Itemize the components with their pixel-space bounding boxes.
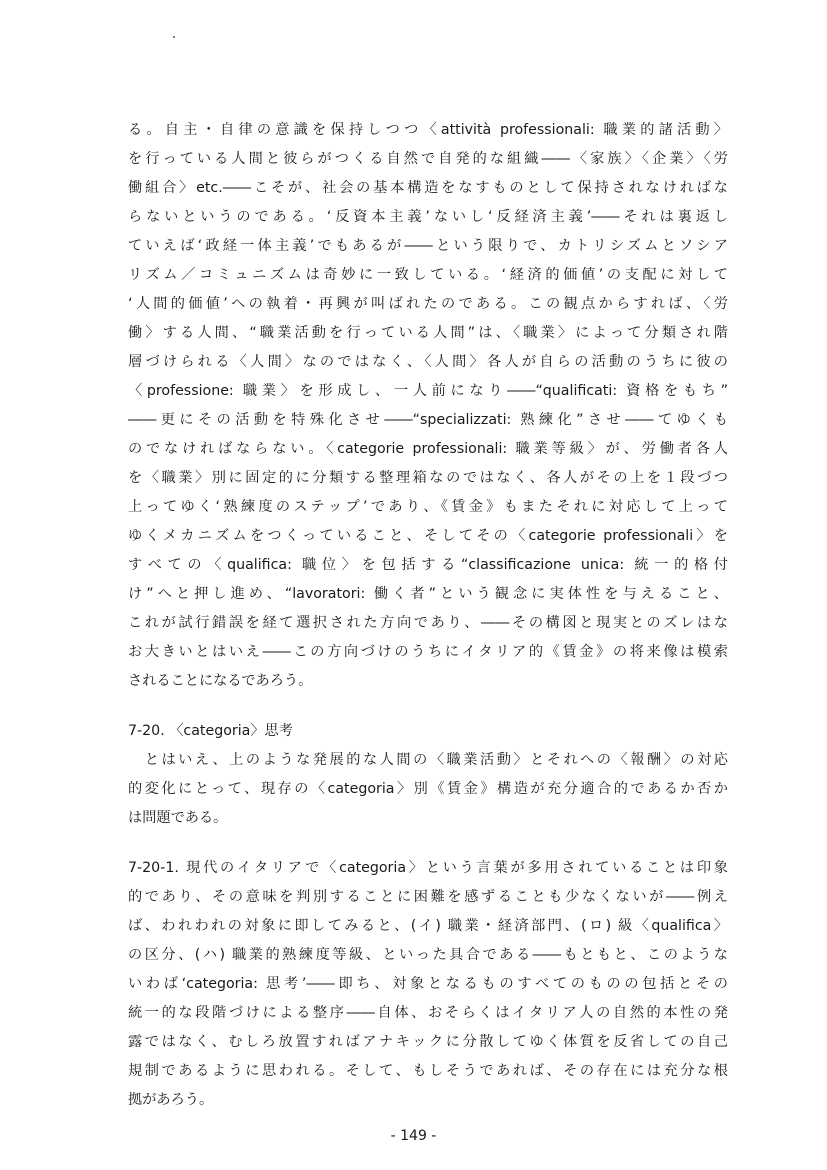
scan-speck bbox=[173, 36, 175, 38]
text-line: け”へと押し進め、“lavoratori: 働く者”という観念に実体性を与えること、 bbox=[128, 586, 728, 602]
text-line: る。自主・自律の意識を保持しつつ〈attività professionali: 職業的諸活動〉 bbox=[128, 122, 728, 138]
text-line: 層づけられる〈人間〉なのではなく、〈人間〉各人が自らの活動のうちに彼の bbox=[128, 354, 728, 370]
text-line: ば、われわれの対象に即してみると、(イ) 職業・経済部門、(ロ) 級〈qualifica〉 bbox=[128, 918, 728, 934]
text-line: されることになるであろう。 bbox=[128, 673, 313, 689]
text-line: 露ではなく、むしろ放置すればアナキックに分散してゆく体質を反省しての自己 bbox=[128, 1034, 728, 1050]
text-line: 的であり、その意味を判別することに困難を感ずることも少なくないが――例え bbox=[128, 889, 728, 905]
text-line: ――更にその活動を特殊化させ――“specializzati: 熟練化”させ――てゆくも bbox=[128, 412, 728, 428]
text-line: これが試行錯誤を経て選択された方向であり、――その構図と現実とのズレはな bbox=[128, 615, 728, 631]
text-line: 的変化にとって、現存の〈categoria〉別《賃金》構造が充分適合的であるか否か bbox=[128, 781, 728, 797]
text-line: 上ってゆく‘熟練度のステップ’であり、《賃金》もまたそれに対応して上って bbox=[128, 499, 728, 515]
text-line: のでなければならない。〈categorie professionali: 職業等級〉が、労働者各人 bbox=[128, 441, 728, 457]
text-line: 規制であるように思われる。そして、もしそうであれば、その存在には充分な根 bbox=[128, 1063, 728, 1079]
text-line: ‘人間的価値’への執着・再興が叫ばれたのである。この観点からすれば、〈労 bbox=[128, 296, 728, 312]
text-line: とはいえ、上のような発展的な人間の〈職業活動〉とそれへの〈報酬〉の対応 bbox=[128, 752, 728, 768]
text-line: 〈professione: 職業〉を形成し、一人前になり――“qualificati: 資格をもち” bbox=[128, 383, 728, 399]
section-heading: 7-20. 〈categoria〉思考 bbox=[128, 723, 293, 739]
text-line: は問題である。 bbox=[128, 810, 228, 826]
text-line: 拠があろう。 bbox=[128, 1092, 214, 1108]
text-line: 7-20-1. 現代のイタリアで〈categoria〉という言葉が多用されていることは印象 bbox=[128, 860, 728, 876]
text-line: ていえば‘政経一体主義’でもあるが――という限りで、カトリシズムとソシア bbox=[128, 238, 728, 254]
text-line: リズム／コミュニズムは奇妙に一致している。‘経済的価値’の支配に対して bbox=[128, 267, 728, 283]
text-line: 統一的な段階づけによる整序――自体、おそらくはイタリア人の自然的本性の発 bbox=[128, 1005, 728, 1021]
page-number: - 149 - bbox=[390, 1128, 437, 1144]
text-line: お大きいとはいえ――この方向づけのうちにイタリア的《賃金》の将来像は模索 bbox=[128, 644, 728, 660]
text-line: らないというのである。‘反資本主義’ないし‘反経済主義’――それは裏返し bbox=[128, 209, 728, 225]
text-line: 働〉する人間、“職業活動を行っている人間”は、〈職業〉によって分類され階 bbox=[128, 325, 728, 341]
text-line: を行っている人間と彼らがつくる自然で自発的な組織――〈家族〉〈企業〉〈労 bbox=[128, 151, 728, 167]
text-line: の区分、(ハ) 職業的熟練度等級、といった具合である――もともと、このような bbox=[128, 947, 728, 963]
text-line: ゆくメカニズムをつくっていること、そしてその〈categorie professionali〉を bbox=[128, 528, 728, 544]
text-line: いわば‘categoria: 思考’――即ち、対象となるものすべてのものの包括とその bbox=[128, 976, 728, 992]
text-line: を〈職業〉別に固定的に分類する整理箱なのではなく、各人がその上を１段づつ bbox=[128, 470, 728, 486]
text-line: すべての〈qualifica: 職位〉を包括する“classificazione unica: 統一的格付 bbox=[128, 557, 728, 573]
text-line: 働組合〉etc.――こそが、社会の基本構造をなすものとして保持されなければな bbox=[128, 180, 728, 196]
